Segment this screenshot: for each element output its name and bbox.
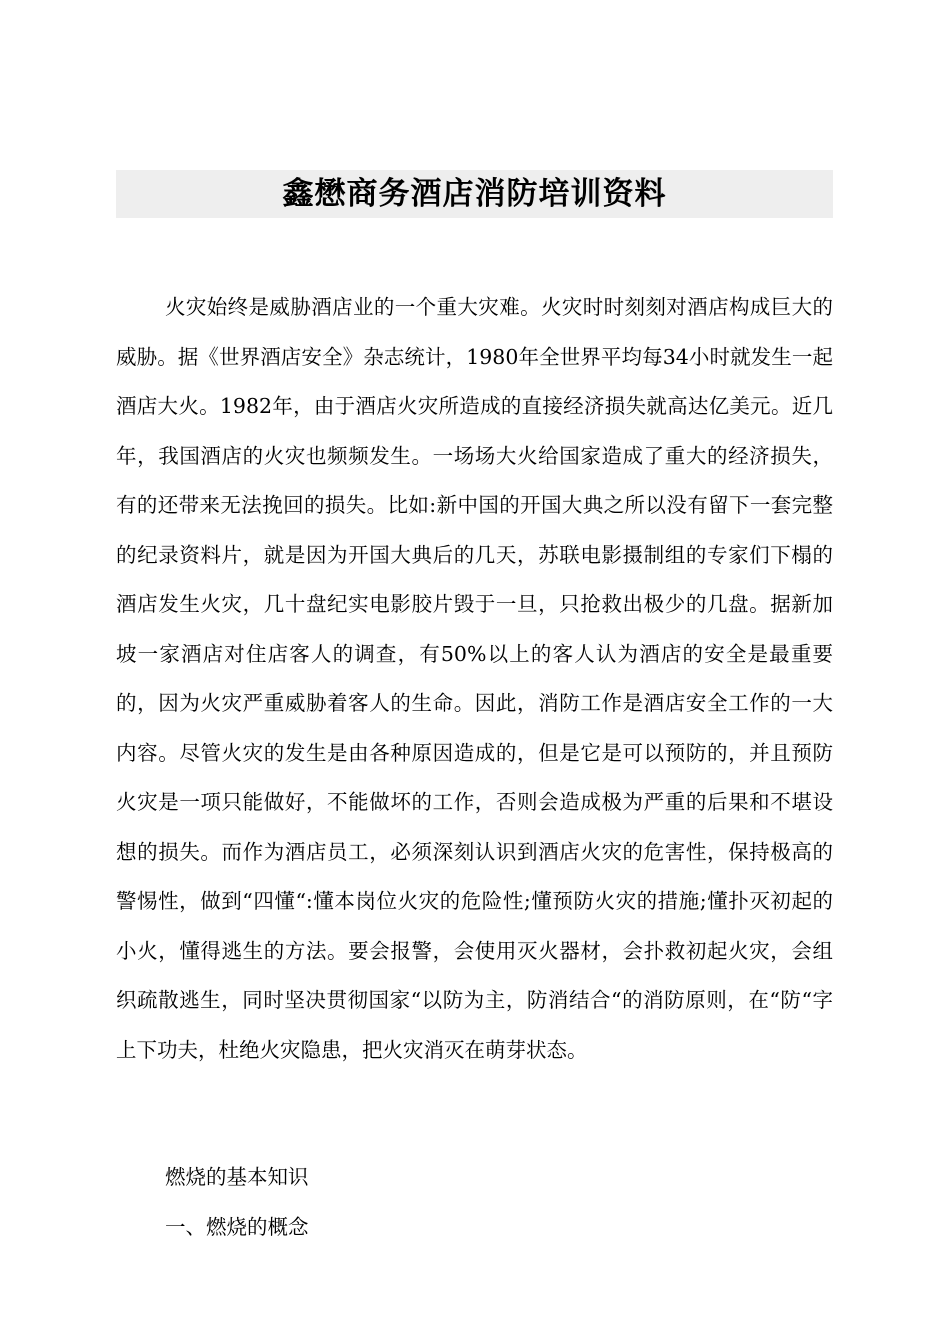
intro-paragraph: 火灾始终是威胁酒店业的一个重大灾难。火灾时时刻刻对酒店构成巨大的威胁。据《世界酒店安全》杂志统计，1980年全世界平均每34小时就发生一起酒店大火。1982年，由于酒店火灾所造成的直接经济损失就高达亿美元。近几年，我国酒店的火灾也频频发生。一场场大火给国家造成了重大的经济损失，有的还带来无法挽回的损失。比如:新中国的开国大典之所以没有留下一套完整的纪录资料片，就是因为开国大典后的几天，苏联电影摄制组的专家们下榻的酒店发生火灾，几十盘纪实电影胶片毁于一旦，只抢救出极少的几盘。据新加坡一家酒店对住店客人的调查，有50%以上的客人认为酒店的安全是最重要的，因为火灾严重威胁着客人的生命。因此，消防工作是酒店安全工作的一大内容。尽管火灾的发生是由各种原因造成的，但是它是可以预防的，并且预防火灾是一项只能做好，不能做坏的工作，否则会造成极为严重的后果和不堪设想的损失。而作为酒店员工，必须深刻认识到酒店火灾的危害性，保持极高的警惕性，做到“四懂“:懂本岗位火灾的危险性;懂预防火灾的措施;懂扑灭初起的小火，懂得逃生的方法。要会报警，会使用灭火器材，会扑救初起火灾，会组织疏散逃生，同时坚决贯彻国家“以防为主，防消结合“的消防原则，在“防“字上下功夫，杜绝火灾隐患，把火灾消灭在萌芽状态。 bbox=[116, 295, 833, 1062]
section-heading: 燃烧的基本知识 bbox=[165, 1165, 309, 1189]
document-title: 鑫懋商务酒店消防培训资料 bbox=[282, 176, 667, 212]
title-banner bbox=[116, 170, 833, 218]
subsection-heading: 一、燃烧的概念 bbox=[165, 1215, 309, 1239]
